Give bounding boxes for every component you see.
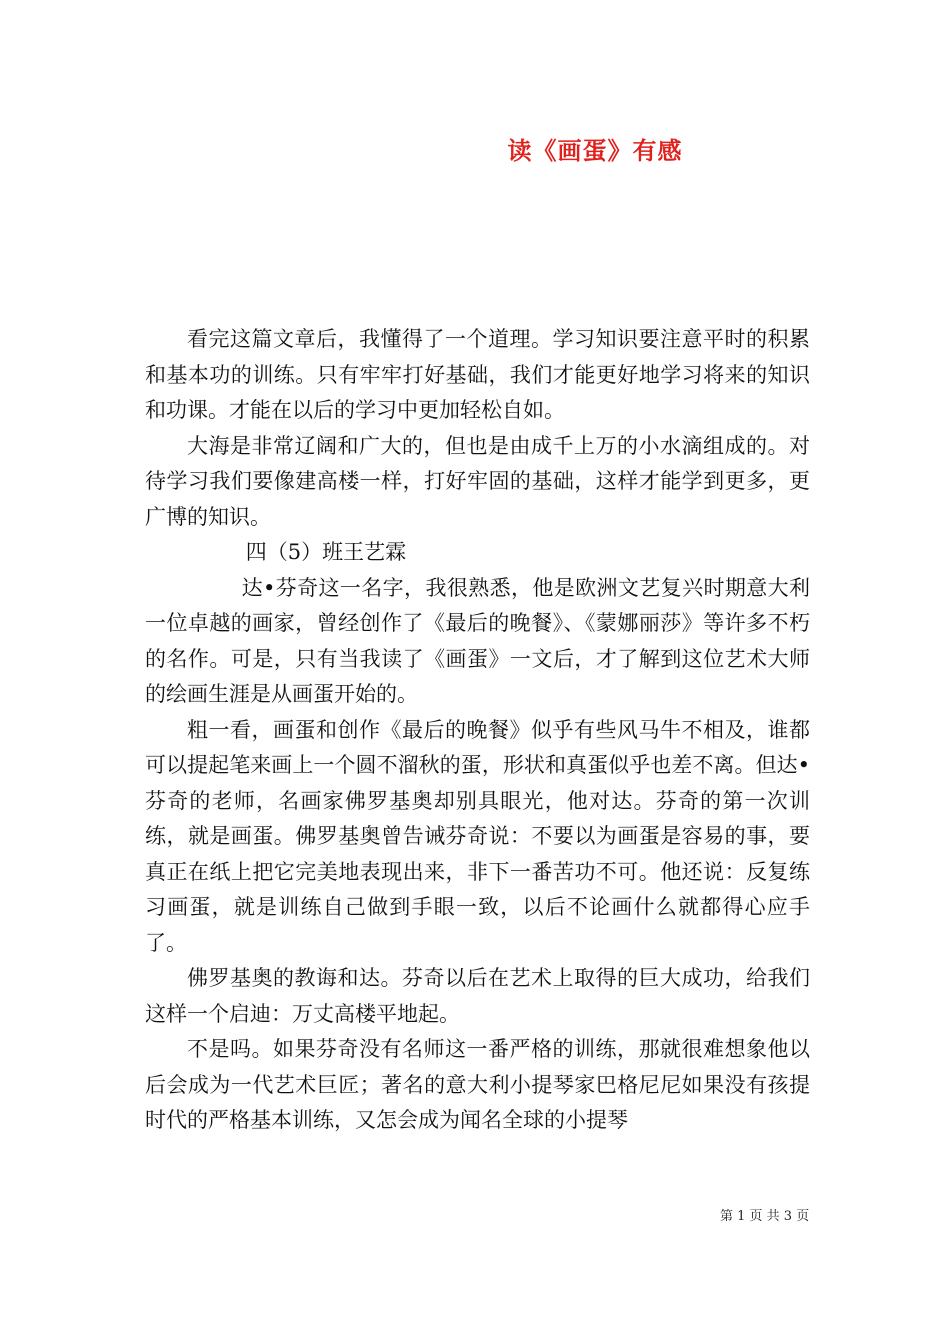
page-number-footer: 第 1 页 共 3 页 [720, 1209, 810, 1224]
paragraph: 不是吗。如果芬奇没有名师这一番严格的训练，那就很难想象他以后会成为一代艺术巨匠；著名的意大利小提琴家巴格尼尼如果没有孩提时代的严格基本训练，又怎会成为闻名全球的小提琴 [145, 1037, 810, 1132]
document-body [145, 322, 810, 1139]
paragraph: 看完这篇文章后，我懂得了一个道理。学习知识要注意平时的积累和基本功的训练。只有牢牢打好基础，我们才能更好地学习将来的知识和功课。才能在以后的学习中更加轻松自如。 [145, 327, 810, 422]
document-title: 读《画蛋》有感 [507, 136, 683, 165]
author-signature: 四（5）班王艺霖 [245, 540, 407, 564]
paragraph: 佛罗基奥的教诲和达。芬奇以后在艺术上取得的巨大成功，给我们这样一个启迪：万丈高楼平地起。 [145, 966, 810, 1026]
paragraph: 大海是非常辽阔和广大的，但也是由成千上万的小水滴组成的。对待学习我们要像建高楼一样，打好牢固的基础，这样才能学到更多，更广博的知识。 [145, 433, 810, 529]
paragraph: 粗一看，画蛋和创作《最后的晚餐》似乎有些风马牛不相及，谁都可以提起笔来画上一个圆不溜秋的蛋，形状和真蛋似乎也差不离。但达•芬奇的老师，名画家佛罗基奥却别具眼光，他对达。芬奇的第一次训练，就是画蛋。佛罗基奥曾告诫芬奇说：不要以为画蛋是容易的事，要真正在纸上把它完美地表现出来，非下一番苦功不可。他还说：反复练习画蛋，就是训练自己做到手眼一致，以后不论画什么就都得心应手了。 [145, 717, 810, 955]
paragraph: 达•芬奇这一名字，我很熟悉，他是欧洲文艺复兴时期意大利一位卓越的画家，曾经创作了《最后的晚餐》、《蒙娜丽莎》等许多不朽的名作。可是，只有当我读了《画蛋》一文后，才了解到这位艺术大师的绘画生涯是从画蛋开始的。 [145, 575, 810, 706]
